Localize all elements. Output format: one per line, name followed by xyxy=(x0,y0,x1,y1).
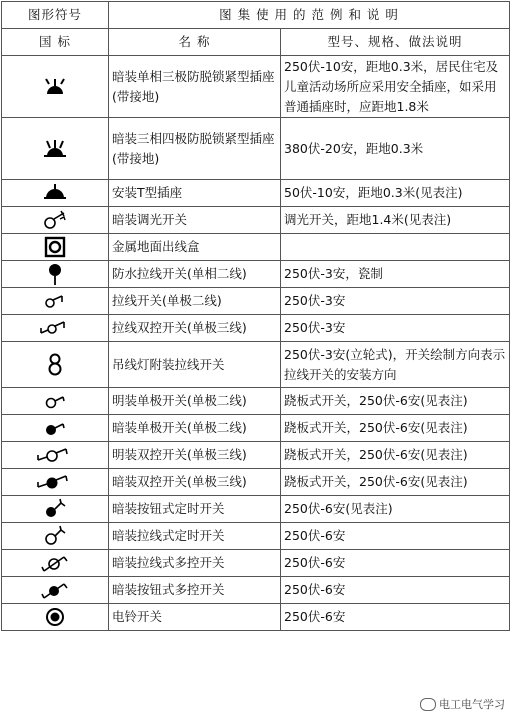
row-desc: 250伏-3安 xyxy=(281,315,510,342)
concealed-dimmer-switch-icon xyxy=(40,209,70,231)
table-row xyxy=(2,523,510,550)
table-row xyxy=(2,261,510,288)
concealed-double-switch-icon xyxy=(35,472,75,492)
table-row xyxy=(2,415,510,442)
timer-pull-switch-icon xyxy=(40,525,70,547)
row-name: 暗装拉线式定时开关 xyxy=(109,523,281,550)
row-desc: 跷板式开关，250伏-6安(见表注) xyxy=(281,388,510,415)
row-name: 暗装按钮式定时开关 xyxy=(109,496,281,523)
header-symbol: 图形符号 xyxy=(2,2,109,29)
pull-switch-icon xyxy=(40,291,70,311)
bell-switch-icon xyxy=(44,606,66,628)
table-row xyxy=(2,442,510,469)
row-name: 暗装单相三极防脱锁紧型插座(带接地) xyxy=(109,56,281,118)
row-name: 金属地面出线盒 xyxy=(109,234,281,261)
table-row xyxy=(2,207,510,234)
row-desc: 调光开关，距地1.4米(见表注) xyxy=(281,207,510,234)
table-row xyxy=(2,315,510,342)
surface-double-switch-icon xyxy=(35,445,75,465)
table-row xyxy=(2,550,510,577)
header-row-2 xyxy=(2,29,510,56)
row-name: 暗装拉线式多控开关 xyxy=(109,550,281,577)
header-spec: 型号、规格、做法说明 xyxy=(281,29,510,56)
chat-bubble-icon xyxy=(420,698,436,711)
pendant-pull-switch-icon xyxy=(45,352,65,378)
row-name: 拉线开关(单极二线) xyxy=(109,288,281,315)
table-row xyxy=(2,496,510,523)
header-examples: 图 集 使 用 的 范 例 和 说 明 xyxy=(109,2,510,29)
row-desc: 跷板式开关，250伏-6安(见表注) xyxy=(281,442,510,469)
table-row xyxy=(2,342,510,388)
row-name: 暗装按钮式多控开关 xyxy=(109,577,281,604)
t-socket-icon xyxy=(41,183,69,203)
row-desc: 跷板式开关，250伏-6安(见表注) xyxy=(281,415,510,442)
multi-control-pull-switch-icon xyxy=(39,552,71,574)
concealed-single-switch-icon xyxy=(40,418,70,438)
double-control-pull-switch-icon xyxy=(37,318,73,338)
table-row xyxy=(2,234,510,261)
concealed-three-phase-4pole-socket-icon xyxy=(41,138,69,160)
row-desc: 250伏-6安 xyxy=(281,577,510,604)
row-desc: 250伏-6安 xyxy=(281,550,510,577)
row-name: 暗装调光开关 xyxy=(109,207,281,234)
row-desc: 250伏-10安，距地0.3米，居民住宅及儿童活动场所应采用安全插座，如采用普通插座时，应距地1.8米 xyxy=(281,56,510,118)
concealed-timer-button-switch-icon xyxy=(40,498,70,520)
row-name: 吊线灯附装拉线开关 xyxy=(109,342,281,388)
row-desc: 250伏-3安，瓷制 xyxy=(281,261,510,288)
row-desc: 250伏-6安(见表注) xyxy=(281,496,510,523)
row-name: 明装单极开关(单极二线) xyxy=(109,388,281,415)
row-desc: 250伏-3安 xyxy=(281,288,510,315)
watermark xyxy=(420,696,505,712)
row-name: 暗装双控开关(单极三线) xyxy=(109,469,281,496)
header-name: 名 称 xyxy=(109,29,281,56)
row-desc: 250伏-6安 xyxy=(281,604,510,631)
table-row xyxy=(2,604,510,631)
row-name: 安装T型插座 xyxy=(109,180,281,207)
row-desc: 跷板式开关，250伏-6安(见表注) xyxy=(281,469,510,496)
row-name: 明装双控开关(单极三线) xyxy=(109,442,281,469)
table-row xyxy=(2,118,510,180)
table-row xyxy=(2,577,510,604)
row-desc: 380伏-20安，距地0.3米 xyxy=(281,118,510,180)
concealed-single-phase-3pole-socket-icon xyxy=(41,76,69,98)
table-row xyxy=(2,56,510,118)
symbol-table xyxy=(1,1,510,631)
header-national-standard: 国 标 xyxy=(2,29,109,56)
row-name: 暗装单极开关(单极二线) xyxy=(109,415,281,442)
row-name: 电铃开关 xyxy=(109,604,281,631)
row-name: 拉线双控开关(单极三线) xyxy=(109,315,281,342)
table-row xyxy=(2,288,510,315)
table-row xyxy=(2,388,510,415)
table-row xyxy=(2,469,510,496)
floor-outlet-box-icon xyxy=(44,236,66,258)
row-desc: 50伏-10安，距地0.3米(见表注) xyxy=(281,180,510,207)
row-desc xyxy=(281,234,510,261)
watermark-text: 电工电气学习 xyxy=(439,698,505,711)
row-name: 暗装三相四极防脱锁紧型插座(带接地) xyxy=(109,118,281,180)
table-row xyxy=(2,180,510,207)
header-row-1 xyxy=(2,2,510,29)
row-desc: 250伏-6安 xyxy=(281,523,510,550)
row-desc: 250伏-3安(立轮式)，开关绘制方向表示拉线开关的安装方向 xyxy=(281,342,510,388)
row-name: 防水拉线开关(单相二线) xyxy=(109,261,281,288)
surface-single-switch-icon xyxy=(40,391,70,411)
multi-control-button-switch-icon xyxy=(39,579,71,601)
waterproof-pull-switch-icon xyxy=(44,261,66,287)
